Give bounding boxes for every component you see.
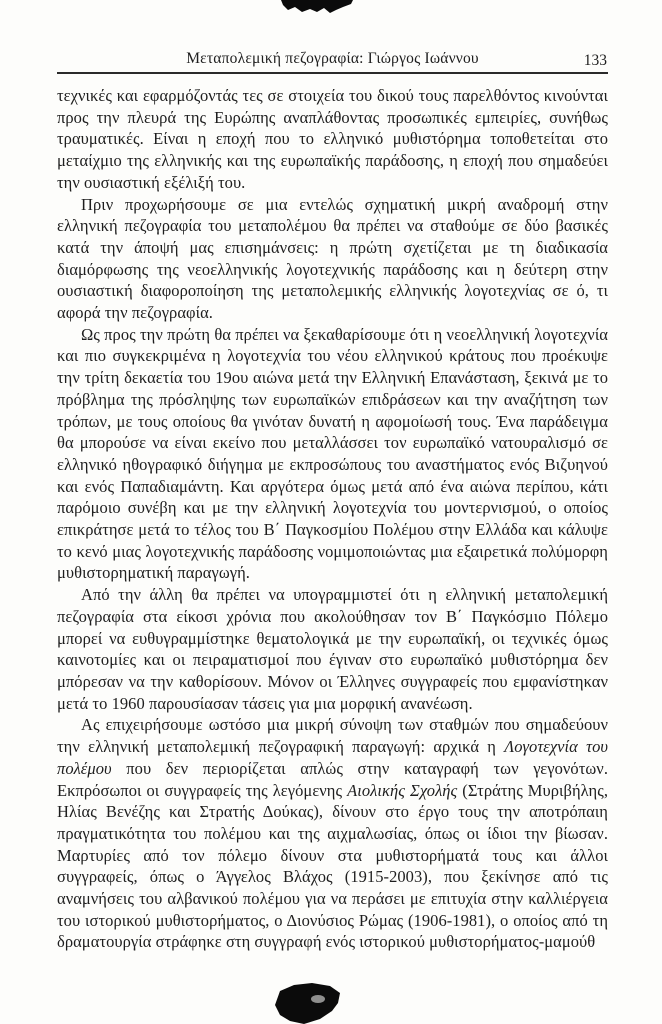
page-number: 133 <box>583 52 607 69</box>
paragraph <box>57 85 608 194</box>
paragraph <box>57 194 608 324</box>
text-segment: Πριν προχωρήσουμε σε μια εντελώς σχηματική μικρή αναδρομή στην ελληνική πεζογραφία του μεταπολέμου θα πρέπει να σταθούμε σε δύο βασικές κατά την άποψή μας επισημάνσεις: η πρώτη σχετίζεται με τη διαδικασία διαμόρφωσης της νεοελληνικής λογοτεχνικής παράδοσης και η δεύτερη στην ουσιαστική διαφοροποίηση της μεταπολεμικής ελληνικής λογοτεχνίας σε ό, τι αφορά την πεζογραφία. <box>57 194 608 323</box>
text-segment: Ας επιχειρήσουμε ωστόσο μια μικρή σύνοψη των σταθμών που σημαδεύουν την ελληνική μεταπολεμική πεζογραφική παραγωγή: αρχικά η <box>57 715 608 757</box>
scan-artifact-bottom <box>274 983 342 1024</box>
page-header <box>57 50 608 74</box>
italic-text-segment: Αιολικής Σχολής <box>347 780 458 800</box>
text-segment: τεχνικές και εφαρμόζοντάς τες σε στοιχεία του δικού τους παρελθόντος κινούνται προς την πλευρά της Ευρώπης αναπλάθοντας προσωπικές εμπειρίες, συνήθως τραυματικές. Είναι η εποχή που το ελληνικό μυθιστόρημα τοποθετείται στο μεταίχμιο της ελληνικής και της ευρωπαϊκής παράδοσης, η εποχή που σημαδεύει την ουσιαστική εξέλιξή του. <box>57 86 608 192</box>
running-title: Μεταπολεμική πεζογραφία: Γιώργος Ιωάννου <box>186 50 479 67</box>
paragraph <box>57 714 608 953</box>
paragraph <box>57 584 608 714</box>
text-segment: Από την άλλη θα πρέπει να υπογραμμιστεί ότι η ελληνική μεταπολεμική πεζογραφία στα είκοσι χρόνια που ακολούθησαν τον Β΄ Παγκόσμιο Πόλεμο μπορεί να ευθυγραμμίστηκε θεματολογικά με την ευρωπαϊκή, οι τεχνικές όμως καινοτομίες και οι πειραματισμοί που έγιναν στο ευρωπαϊκό μυθιστόρημα δεν μπόρεσαν να την καθορίσουν. Μόνον οι Έλληνες συγγραφείς που εμφανίστηκαν μετά το 1960 παρουσίασαν τάσεις για μια μορφική ανανέωση. <box>57 585 608 713</box>
paragraph <box>57 324 608 584</box>
text-segment: (Στράτης Μυριβήλης, Ηλίας Βενέζης και Στρατής Δούκας), δίνουν στο έργο τους την αποτρόπαιη πραγματικότητα του πολέμου και της αιχμαλωσίας, όπως οι ίδιοι την βίωσαν. Μαρτυρίες από τον πόλεμο δίνουν στα μυθιστορήματά τους και άλλοι συγγραφείς, όπως ο Άγγελος Βλάχος (1915-2003), που ξεκίνησε από τις αναμνήσεις του αλβανικού πολέμου για να περάσει με επιτυχία στην καλλιέργεια του ιστορικού μυθιστορήματος, ο Διονύσιος Ρώμας (1906-1981), ο οποίος από τη δραματουργία στράφηκε στη συγγραφή ενός ιστορικού μυθιστορήματος-μαμούθ <box>57 780 608 952</box>
body-text <box>57 85 608 953</box>
text-segment: Ως προς την πρώτη θα πρέπει να ξεκαθαρίσουμε ότι η νεοελληνική λογοτεχνία και πιο συγκεκριμένα η λογοτεχνία του νέου ελληνικού κράτους που προέκυψε την τρίτη δεκαετία του 19ου αιώνα μετά την Ελληνική Επανάσταση, ξεκινά με το πρόβλημα της πρόσληψης των ευρωπαϊκών επιδράσεων και την αναζήτηση των τρόπων, με τους οποίους θα γινόταν δυνατή η αφομοίωσή τους. Ένα παράδειγμα θα μπορούσε να είναι εκείνο που μεταλλάσσει τον ευρωπαϊκό νατουραλισμό σε ελληνικό ηθογραφικό διήγημα με εκπροσώπους του αναστήματος ενός Βιζυηνού και ενός Παπαδιαμάντη. Και αργότερα όμως μετά από ένα αιώνα περίπου, κάτι παρόμοιο συνέβη και με την ελληνική λογοτεχνία του μοντερνισμού, ο οποίος επικράτησε μετά το τέλος του Β΄ Παγκοσμίου Πολέμου στην Ελλάδα και κάλυψε το κενό μιας λογοτεχνικής παράδοσης νομιμοποιώντας μια εξαιρετικά πολύμορφη μυθιστορηματική παραγωγή. <box>57 324 608 583</box>
scan-artifact-top <box>281 0 353 14</box>
text-segment: που δεν περιορίζεται απλώς στην καταγραφή των γεγονότων. Εκπρόσωποι οι συγγραφείς της λεγόμενης <box>57 758 608 800</box>
italic-text-segment: Λογοτεχνία του πολέμου <box>57 737 608 778</box>
